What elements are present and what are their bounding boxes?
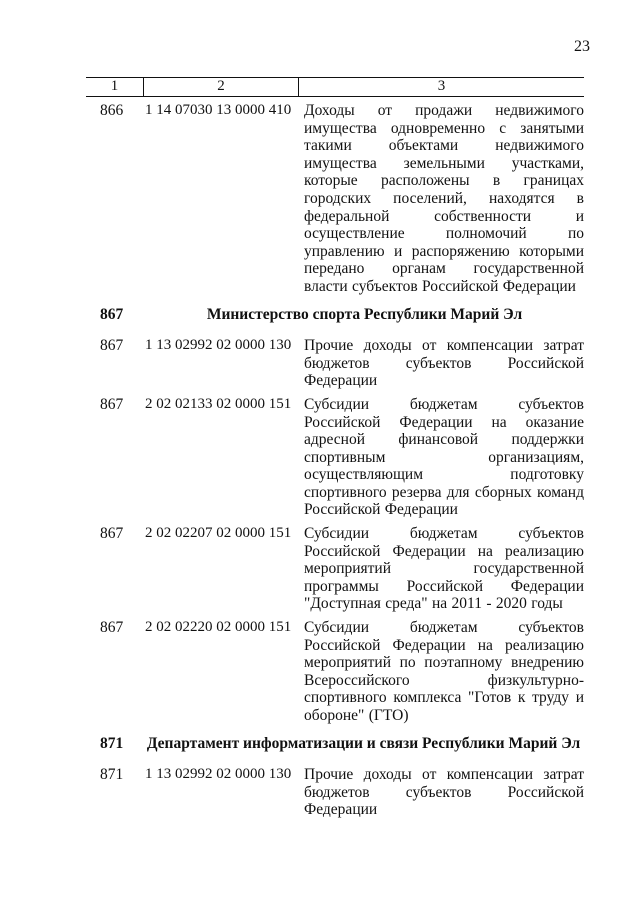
- admin-code: 867: [100, 395, 124, 413]
- income-description: Субсидии бюджетам субъектов Российской Федерации на оказание адресной финансовой поддержки спортивным организациям, осуществляющим подготовку спортивного резерва для сборных команд Российской Федерации: [304, 395, 584, 519]
- admin-code: 867: [100, 337, 124, 355]
- department-heading: [86, 735, 584, 753]
- table-body: [86, 102, 584, 825]
- table-header: [86, 77, 584, 97]
- budget-code: 1 13 02992 02 0000 130: [145, 766, 292, 783]
- ministry-heading: [86, 306, 584, 324]
- department-code: 871: [100, 734, 124, 752]
- income-description: Доходы от продажи недвижимого имущества одновременно с занятыми такими объектами недвижимого имущества земельными участками, которые расположены в границах городских поселений, находятся в федеральной собственности и осуществление полномочий по управлению и распоряжению которыми передано органам государственной власти субъектов Российской Федерации: [304, 102, 584, 295]
- budget-code: 2 02 02220 02 0000 151: [145, 619, 292, 636]
- header-col-2: 2: [144, 78, 299, 96]
- table-row: [86, 766, 584, 819]
- table-row: [86, 337, 584, 390]
- budget-code: 1 14 07030 13 0000 410: [145, 102, 292, 118]
- budget-code: 1 13 02992 02 0000 130: [145, 337, 292, 354]
- admin-code: 866: [100, 102, 124, 119]
- admin-code: 867: [100, 619, 124, 637]
- table-row: [86, 396, 584, 519]
- header-col-1: 1: [86, 78, 144, 96]
- header-col-3: 3: [437, 78, 446, 94]
- income-description: Субсидии бюджетам субъектов Российской Федерации на реализацию мероприятий государственной программы Российской Федерации "Доступная среда" на 2011 - 2020 годы: [304, 525, 584, 613]
- admin-code: 867: [100, 525, 124, 543]
- admin-code: 871: [100, 766, 124, 784]
- income-description: Субсидии бюджетам субъектов Российской Федерации на реализацию мероприятий по поэтапному внедрению Всероссийского физкультурно-спортивного комплекса "Готов к труду и обороне" (ГТО): [304, 619, 584, 724]
- table-row: [86, 102, 584, 296]
- table-row: [86, 525, 584, 613]
- budget-code: 2 02 02133 02 0000 151: [145, 395, 292, 412]
- income-description: Прочие доходы от компенсации затрат бюджетов субъектов Российской Федерации: [304, 337, 584, 390]
- department-title: Департамент информатизации и связи Республики Марий Эл: [146, 734, 581, 752]
- budget-code: 2 02 02207 02 0000 151: [145, 525, 292, 542]
- income-description: Прочие доходы от компенсации затрат бюджетов субъектов Российской Федерации: [304, 766, 584, 819]
- ministry-title: Министерство спорта Республики Марий Эл: [206, 305, 523, 323]
- table-row: [86, 619, 584, 725]
- ministry-code: 867: [100, 305, 124, 323]
- page-number: 23: [574, 38, 590, 55]
